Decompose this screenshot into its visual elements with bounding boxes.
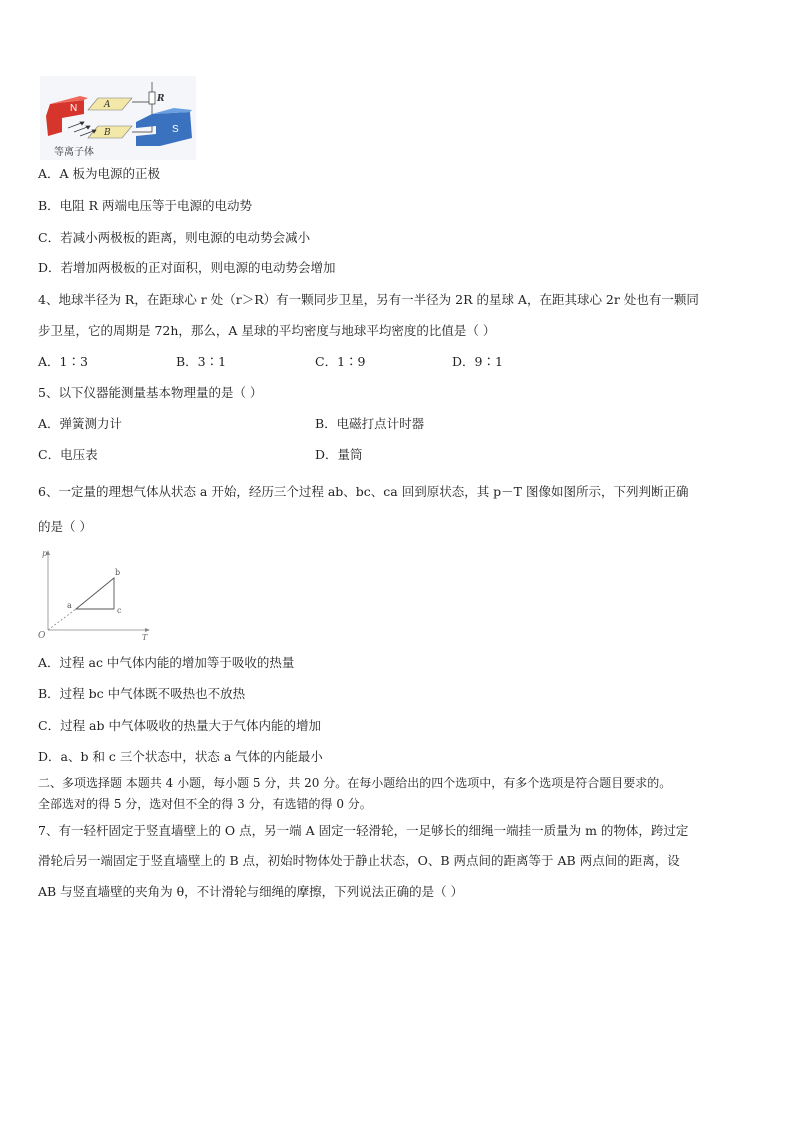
resistor-label: R <box>157 94 165 104</box>
q6-option-d: D．a、b 和 c 三个状态中，状态 a 气体的内能最小 <box>38 749 323 764</box>
q6-stem-line1: 6、一定量的理想气体从状态 a 开始，经历三个过程 ab、bc、ca 回到原状态，其 p－T 图像如图所示，下列判断正确 <box>38 484 689 499</box>
q5-option-b: B．电磁打点计时器 <box>315 416 425 431</box>
point-b-label: b <box>115 568 121 577</box>
q5-option-d: D．量筒 <box>315 447 363 462</box>
q3-option-b: B．电阻 R 两端电压等于电源的电动势 <box>38 198 253 213</box>
q5-option-c: C．电压表 <box>38 447 98 462</box>
q3-option-d: D．若增加两极板的正对面积，则电源的电动势会增加 <box>38 260 336 275</box>
point-a-label: a <box>67 601 72 610</box>
point-c-label: c <box>117 606 122 615</box>
q4-option-d: D．9∶1 <box>452 354 503 369</box>
q3-option-a: A．A 板为电源的正极 <box>38 166 161 181</box>
q6-option-c: C．过程 ab 中气体吸收的热量大于气体内能的增加 <box>38 718 321 733</box>
t-axis-label: T <box>142 633 148 642</box>
plate-a-label: A <box>104 100 111 110</box>
p-t-graph <box>36 546 154 642</box>
q4-option-c: C．1∶9 <box>315 354 366 369</box>
process-triangle <box>76 578 114 609</box>
q5-stem: 5、以下仪器能测量基本物理量的是（ ） <box>38 385 263 400</box>
q7-stem-line3: AB 与竖直墙壁的夹角为 θ，不计滑轮与细绳的摩擦，下列说法正确的是（ ） <box>38 884 464 899</box>
dashed-line <box>48 609 76 630</box>
q7-stem-line1: 7、有一轻杆固定于竖直墙壁上的 O 点，另一端 A 固定一轻滑轮，一足够长的细绳一端挂一质量为 m 的物体，跨过定 <box>38 823 689 838</box>
q3-option-c: C．若减小两极板的距离，则电源的电动势会减小 <box>38 230 311 245</box>
q6-option-a: A．过程 ac 中气体内能的增加等于吸收的热量 <box>38 655 295 670</box>
n-label: N <box>70 103 78 114</box>
q4-option-b: B．3∶1 <box>176 354 227 369</box>
q6-stem-line2: 的是（ ） <box>38 519 92 534</box>
q5-option-a: A．弹簧测力计 <box>38 416 123 431</box>
plate-b-label: B <box>104 128 111 138</box>
resistor <box>149 92 155 104</box>
plasma-generator-figure <box>40 76 196 160</box>
p-axis-label: p <box>42 549 48 558</box>
q4-stem-line1: 4、地球半径为 R，在距球心 r 处（r＞R）有一颗同步卫星，另有一半径为 2R 的星球 A，在距其球心 2r 处也有一颗同 <box>38 292 699 307</box>
q6-option-b: B．过程 bc 中气体既不吸热也不放热 <box>38 686 246 701</box>
s-label: S <box>172 124 179 135</box>
plasma-caption: 等离子体 <box>54 147 94 158</box>
q4-option-a: A．1∶3 <box>38 354 88 369</box>
section2-header-line1: 二、多项选择题 本题共 4 小题，每小题 5 分，共 20 分。在每小题给出的四个选项中，有多个选项是符合题目要求的。 <box>38 776 672 790</box>
origin-label: O <box>38 631 46 641</box>
section2-header-line2: 全部选对的得 5 分，选对但不全的得 3 分，有选错的得 0 分。 <box>38 797 372 811</box>
q7-stem-line2: 滑轮后另一端固定于竖直墙壁上的 B 点，初始时物体处于静止状态，O、B 两点间的距离等于 AB 两点间的距离，设 <box>38 853 680 868</box>
q4-stem-line2: 步卫星，它的周期是 72h，那么，A 星球的平均密度与地球平均密度的比值是（ ） <box>38 323 496 338</box>
